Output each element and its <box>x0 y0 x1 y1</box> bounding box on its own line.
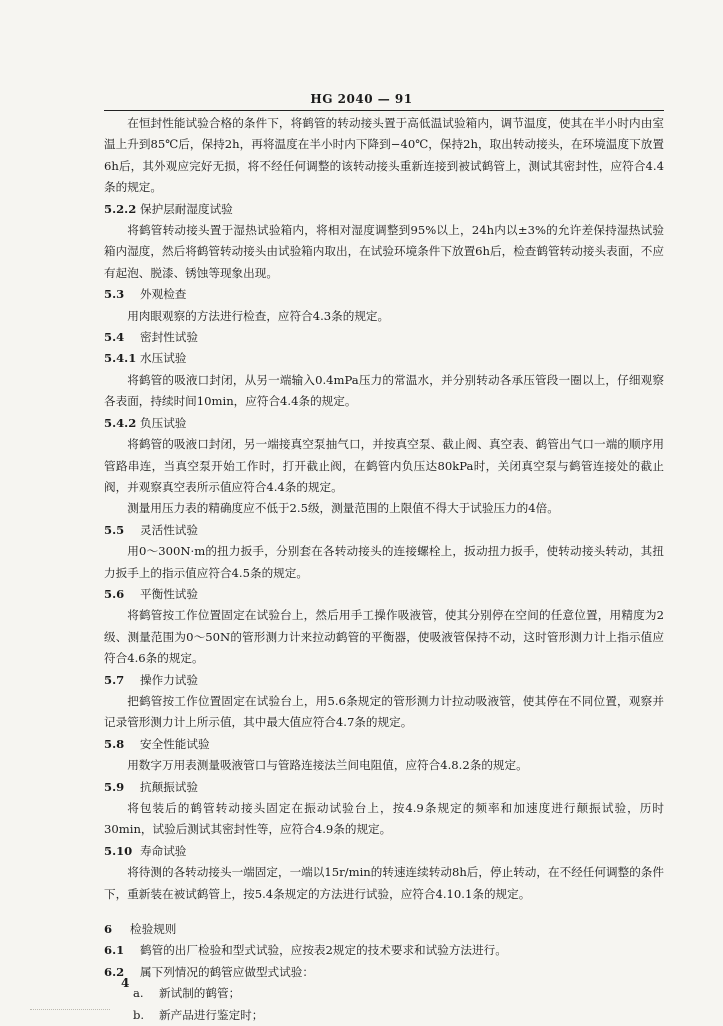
paragraph: 用数字万用表测量吸液管口与管路连接法兰间电阻值，应符合4.8.2条的规定。 <box>127 758 528 773</box>
section-heading <box>104 413 664 434</box>
clause <box>104 962 664 983</box>
list-item-marker: a. <box>133 986 144 1001</box>
clause <box>104 940 664 961</box>
list-item-marker: b. <box>133 1007 145 1022</box>
chapter-title: 检验规则 <box>130 922 177 937</box>
paragraph: 将鹤管的吸液口封闭，从另一端输入0.4mPa压力的常温水，并分别转动各承压管段一圈以上，仔细观察各表面，持续时间10min，应符合4.4条的规定。 <box>104 372 664 409</box>
chapter-number: 6 <box>104 922 113 937</box>
section-heading <box>104 734 664 755</box>
clause-number: 6.2 <box>104 964 125 979</box>
section-title: 操作力试验 <box>140 672 198 687</box>
section-title: 寿命试验 <box>140 843 187 858</box>
section-title: 灵活性试验 <box>140 522 198 537</box>
section-heading <box>104 520 664 541</box>
list-item-text: 新试制的鹤管； <box>159 986 241 1001</box>
section-number: 5.7 <box>104 672 125 687</box>
paragraph: 在恒封性能试验合格的条件下，将鹤管的转动接头置于高低温试验箱内，调节温度，使其在半小时内由室温上升到85℃后，保持2h，再将温度在半小时内下降到−40℃，保持2h，取出转动接头，在环境温度下放置6h后，其外观应完好无损，将不经任何调整的该转动接头重新连接到被试鹤管上，测试其密封性，应符合4.4条的规定。 <box>104 116 664 195</box>
section-number: 5.8 <box>104 736 125 751</box>
section-number: 5.5 <box>104 522 125 537</box>
section-number: 5.4 <box>104 330 125 345</box>
list-item <box>104 983 664 1004</box>
list-item-text: 新产品进行鉴定时； <box>159 1007 264 1022</box>
section-heading <box>104 327 664 348</box>
section-number: 5.4.2 <box>104 415 137 430</box>
list-item <box>104 1005 664 1026</box>
standard-code-header: HG 2040 — 91 <box>310 92 413 106</box>
paragraph: 用肉眼观察的方法进行检查，应符合4.3条的规定。 <box>127 308 390 323</box>
section-title: 平衡性试验 <box>140 586 198 601</box>
clause-text: 属下列情况的鹤管应做型式试验： <box>140 964 314 979</box>
paragraph: 将鹤管的吸液口封闭，另一端接真空泵抽气口，并按真空泵、截止阀、真空表、鹤管出气口一端的顺序用管路串连，当真空泵开始工作时，打开截止阀，在鹤管内负压达80kPa时，关闭真空泵与鹤管连接处的截止阀，并观察真空表所示值应符合4.4条的规定。 <box>104 437 664 494</box>
paragraph: 测量用压力表的精确度应不低于2.5级，测量范围的上限值不得大于试验压力的4倍。 <box>127 501 559 516</box>
chapter-heading <box>104 919 664 940</box>
paragraph: 把鹤管按工作位置固定在试验台上，用5.6条规定的管形测力计拉动吸液管，使其停在不同位置，观察并记录管形测力计上所示值，其中最大值应符合4.7条的规定。 <box>104 693 664 730</box>
section-heading <box>104 284 664 305</box>
section-title: 安全性能试验 <box>140 736 210 751</box>
paragraph: 将鹤管按工作位置固定在试验台上，然后用手工操作吸液管，使其分别停在空间的任意位置，用精度为2级、测量范围为0～50N的管形测力计来拉动鹤管的平衡器，使吸液管保持不动，这时管形测力计上指示值应符合4.6条的规定。 <box>104 608 664 666</box>
section-heading <box>104 348 664 369</box>
section-heading <box>104 777 664 798</box>
section-title: 密封性试验 <box>140 330 198 345</box>
document-body <box>104 113 664 1026</box>
section-number: 5.9 <box>104 779 125 794</box>
section-number: 5.6 <box>104 586 125 601</box>
clause-text: 鹤管的出厂检验和型式试验，应按表2规定的技术要求和试验方法进行。 <box>140 943 507 958</box>
page-number: 4 <box>121 976 130 990</box>
section-title: 外观检查 <box>140 287 187 302</box>
section-heading <box>104 199 664 220</box>
section-title: 负压试验 <box>140 415 187 430</box>
section-title: 保护层耐湿度试验 <box>140 201 233 216</box>
paragraph: 用0～300N·m的扭力扳手，分别套在各转动接头的连接螺栓上，扳动扭力扳手，使转动接头转动，其扭力扳手上的指示值应符合4.5条的规定。 <box>104 544 664 580</box>
paragraph: 将待测的各转动接头一端固定，一端以15r/min的转速连续转动8h后，停止转动，在不经任何调整的条件下，重新装在被试鹤管上，按5.4条规定的方法进行试验，应符合4.10.1条的规定。 <box>104 865 664 901</box>
section-number: 5.2.2 <box>104 201 137 216</box>
section-number: 5.4.1 <box>104 351 137 366</box>
section-title: 抗颠振试验 <box>140 779 198 794</box>
section-gap <box>104 905 664 919</box>
clause-number: 6.1 <box>104 943 125 958</box>
section-heading <box>104 670 664 691</box>
section-heading <box>104 584 664 605</box>
paragraph: 将包装后的鹤管转动接头固定在振动试验台上，按4.9条规定的频率和加速度进行颠振试验，历时30min，试验后测试其密封性等，应符合4.9条的规定。 <box>104 801 664 837</box>
paragraph: 将鹤管转动接头置于湿热试验箱内，将相对湿度调整到95%以上，24h内以±3%的允许差保持湿热试验箱内湿度，然后将鹤管转动接头由试验箱内取出，在试验环境条件下放置6h后，检查鹤管转动接头表面，不应有起泡、脱漆、锈蚀等现象出现。 <box>104 223 664 280</box>
scan-speckle <box>30 1009 110 1016</box>
header-divider <box>104 110 664 111</box>
section-number: 5.10 <box>104 843 133 858</box>
section-title: 水压试验 <box>140 351 187 366</box>
section-number: 5.3 <box>104 287 125 302</box>
section-heading <box>104 841 664 862</box>
